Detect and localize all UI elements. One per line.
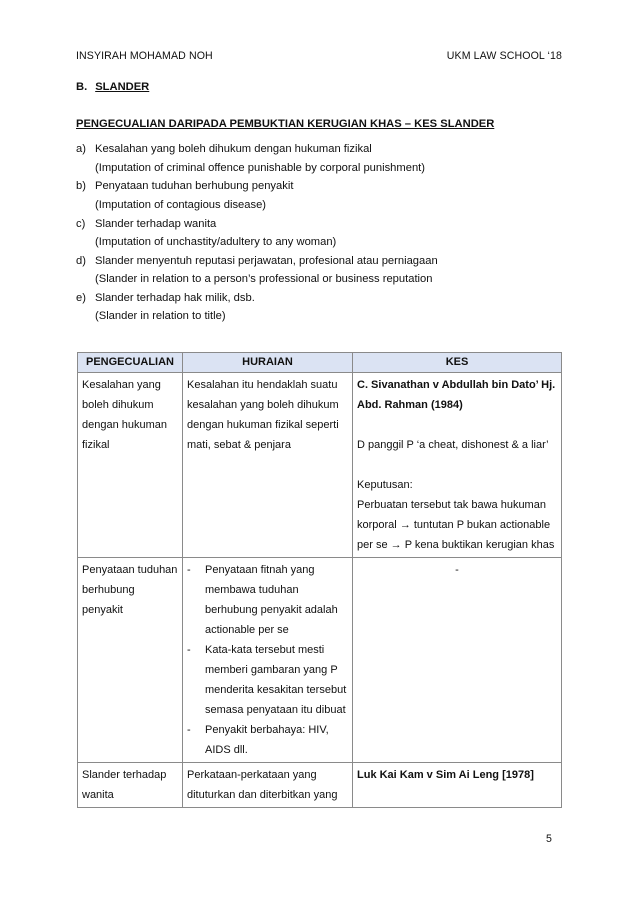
exceptions-heading: PENGECUALIAN DARIPADA PEMBUKTIAN KERUGIAN KHAS – KES SLANDER (76, 118, 495, 130)
exceptions-table (77, 352, 562, 808)
exception-item (76, 252, 566, 289)
decision-part: tuntutan P bukan actionable per se (357, 519, 551, 551)
exception-item (76, 177, 566, 214)
exception-translation: (Slander in relation to title) (95, 310, 226, 323)
list-item (187, 640, 348, 720)
exception-translation: (Imputation of criminal offence punishable by corporal punishment) (95, 161, 426, 174)
exception-translation: (Slander in relation to a person’s professional or business reputation (95, 273, 433, 286)
description-cell: Perkataan-perkataan yang dituturkan dan diterbitkan yang (183, 763, 353, 808)
exception-cell: Slander terhadap wanita (78, 763, 183, 808)
decision-part: Perbuatan tersebut tak bawa hukuman korporal (357, 499, 546, 531)
decision-text (357, 495, 557, 555)
exception-item (76, 140, 566, 177)
exception-text: Slander menyentuh reputasi perjawatan, profesional atau perniagaan (95, 254, 438, 267)
arrow-icon: → (390, 539, 402, 551)
exception-text: Kesalahan yang boleh dihukum dengan hukuman fizikal (95, 143, 372, 156)
exception-item (76, 214, 566, 251)
header-author: INSYIRAH MOHAMAD NOH (76, 50, 213, 62)
list-marker: d) (76, 254, 86, 267)
exception-translation: (Imputation of unchastity/adultery to any woman) (95, 235, 337, 248)
column-header-description: HURAIAN (183, 353, 353, 373)
arrow-icon: → (399, 519, 411, 531)
exception-item (76, 289, 566, 326)
decision-part: P kena buktikan kerugian khas (404, 539, 555, 551)
dash-marker: - (187, 644, 191, 656)
case-cell (353, 373, 562, 558)
table-header-row (78, 353, 562, 373)
case-cell: Luk Kai Kam v Sim Ai Leng [1978] (353, 763, 562, 808)
list-marker: c) (76, 217, 86, 230)
header-course: UKM LAW SCHOOL ‘18 (446, 50, 562, 62)
section-number: B. (76, 81, 88, 93)
section-heading (76, 81, 149, 93)
point-text: Penyakit berbahaya: HIV, AIDS dll. (205, 724, 329, 756)
page-header (76, 50, 562, 62)
case-claim: D panggil P ‘a cheat, dishonest & a liar’ (357, 439, 549, 451)
case-cell: - (353, 558, 562, 763)
exceptions-list (76, 140, 566, 326)
column-header-case: KES (353, 353, 562, 373)
exception-text: Slander terhadap wanita (95, 217, 217, 230)
exception-text: Slander terhadap hak milik, dsb. (95, 292, 255, 305)
decision-label: Keputusan: (357, 479, 413, 491)
list-marker: e) (76, 292, 86, 305)
point-text: Kata-kata tersebut mesti memberi gambaran yang P menderita kesakitan tersebut semasa penyataan itu dibuat (205, 644, 347, 716)
exception-text: Penyataan tuduhan berhubung penyakit (95, 180, 294, 193)
dash-marker: - (187, 564, 191, 576)
column-header-exception: PENGECUALIAN (78, 353, 183, 373)
table-row (78, 763, 562, 808)
exception-cell: Kesalahan yang boleh dihukum dengan hukuman fizikal (78, 373, 183, 558)
table-row (78, 558, 562, 763)
list-marker: a) (76, 143, 86, 156)
exception-translation: (Imputation of contagious disease) (95, 198, 267, 211)
case-name: C. Sivanathan v Abdullah bin Dato’ Hj. Abd. Rahman (1984) (357, 379, 556, 411)
table-row (78, 373, 562, 558)
list-marker: b) (76, 180, 86, 193)
list-item (187, 720, 348, 760)
section-title: SLANDER (95, 81, 150, 93)
page-number: 5 (546, 833, 552, 845)
description-cell (183, 558, 353, 763)
exception-cell: Penyataan tuduhan berhubung penyakit (78, 558, 183, 763)
description-cell: Kesalahan itu hendaklah suatu kesalahan yang boleh dihukum dengan hukuman fizikal seperti mati, sebat & penjara (183, 373, 353, 558)
list-item (187, 560, 348, 640)
dash-marker: - (187, 724, 191, 736)
point-text: Penyataan fitnah yang membawa tuduhan berhubung penyakit adalah actionable per se (205, 564, 338, 636)
description-points (187, 560, 348, 760)
